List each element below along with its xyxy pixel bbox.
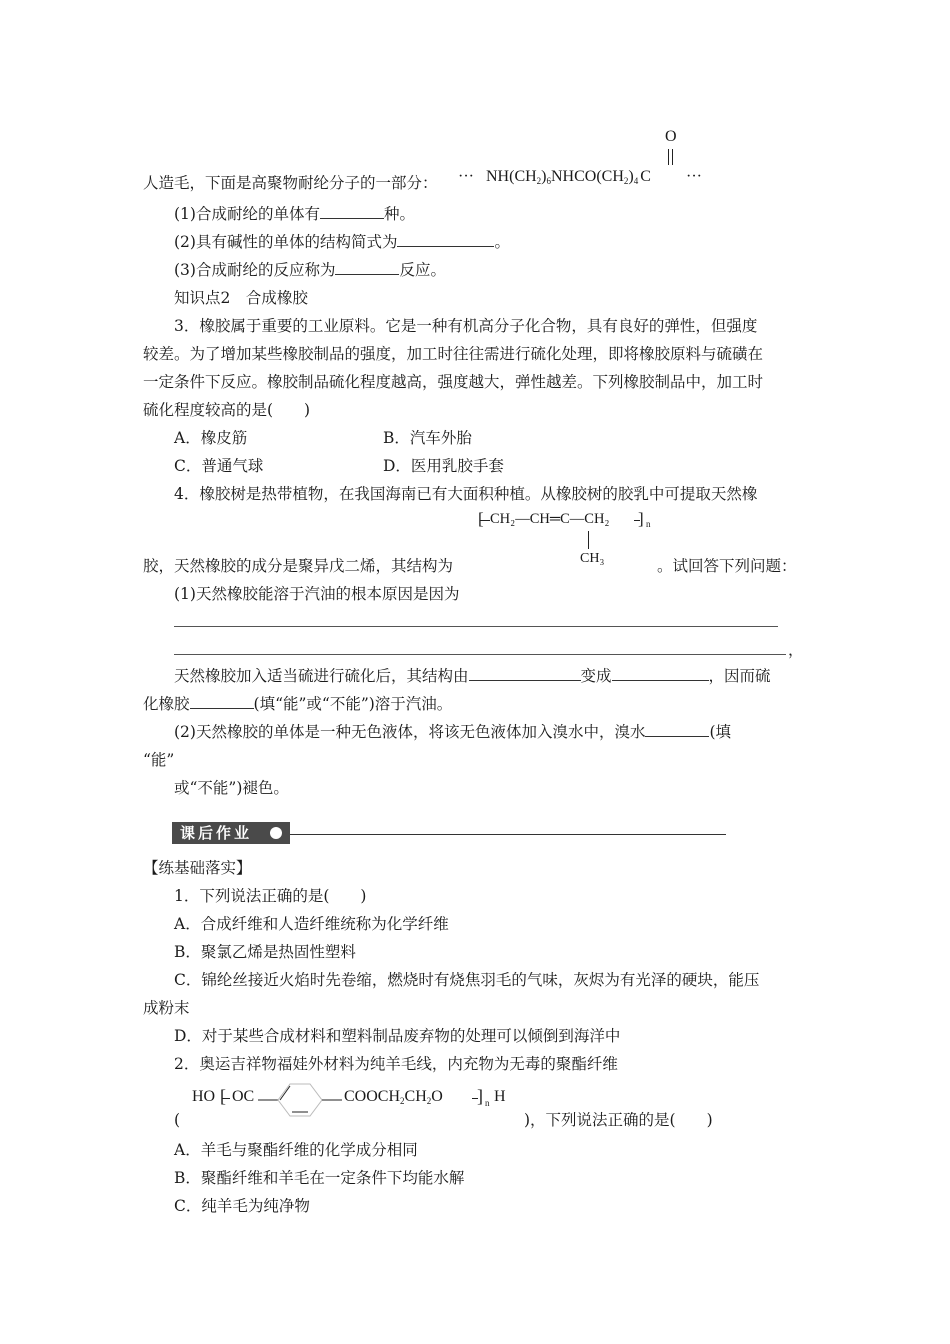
nylon-formula [458, 128, 718, 190]
hw-q2-option-a[interactable]: A．羊毛与聚酯纤维的化学成分相同 [174, 1141, 418, 1159]
q4-sub2d: 或“不能”)褪色。 [174, 779, 289, 797]
knowledge-point-2-title: 知识点2 合成橡胶 [174, 289, 308, 307]
nylon-q2: (2)具有碱性的单体的结构简式为 。 [174, 233, 510, 251]
q3-line3: 一定条件下反应。橡胶制品硫化程度越高，强度越大，弹性越差。下列橡胶制品中，加工时 [143, 373, 764, 391]
q3-line2: 较差。为了增加某些橡胶制品的强度，加工时往往需进行硫化处理，即将橡胶原料与硫磺在 [143, 345, 764, 363]
answer-blank[interactable] [335, 260, 399, 275]
main-chain: CH₂—CH═C—CH₂ [490, 511, 610, 527]
q4-line1: 4．橡胶树是热带植物，在我国海南已有大面积种植。从橡胶树的胶乳中可提取天然橡 [174, 485, 758, 503]
q4-sub2: (2)天然橡胶的单体是一种无色液体，将该无色液体加入溴水中，溴水 (填 [174, 723, 732, 741]
q3-option-a[interactable]: A．橡皮筋 [174, 429, 248, 447]
q4-line2b: 。试回答下列问题： [657, 557, 797, 575]
methyl-branch: CH₃ [580, 551, 605, 566]
bracket-bar-left [480, 520, 490, 521]
hw-q2-option-c[interactable]: C．纯羊毛为纯净物 [174, 1197, 310, 1215]
homework-banner-label: 课后作业 [172, 822, 290, 844]
answer-blank[interactable] [190, 694, 254, 709]
hw-q2-stem: 2．奥运吉祥物福娃外材料为纯羊毛线，内充物为无毒的聚酯纤维 [174, 1055, 618, 1073]
hw-q2-paren-open: ( [174, 1111, 181, 1129]
q3-option-b[interactable]: B．汽车外胎 [383, 429, 472, 447]
q4-sub2c: “能” [143, 751, 175, 769]
polyisoprene-structure [478, 511, 668, 571]
nylon-q1: (1)合成耐纶的单体有 种。 [174, 205, 415, 223]
q3-option-c[interactable]: C．普通气球 [174, 457, 264, 475]
polyester-formula: HO [ OC $COOCH_2CH_2O$ ] n H [188, 1078, 528, 1122]
ester-chain: $COOCH_2CH_2O$ [344, 1088, 443, 1106]
section-heading: 【练基础落实】 [143, 859, 252, 877]
repeat-n: n [485, 1098, 490, 1108]
answer-line[interactable] [174, 626, 778, 627]
repeat-n: n [646, 519, 651, 529]
bracket-open: [ [478, 509, 484, 528]
answer-blank[interactable] [397, 232, 494, 247]
hw-q2-option-b[interactable]: B．聚酯纤维和羊毛在一定条件下均能水解 [174, 1169, 465, 1187]
answer-blank[interactable] [320, 204, 384, 219]
nylon-intro: 人造毛，下面是高聚物耐纶分子的一部分： [143, 174, 438, 192]
q4-sub1: (1)天然橡胶能溶于汽油的根本原因是因为 [174, 585, 460, 603]
bracket-close: ] [477, 1086, 483, 1106]
q4-comma: ， [788, 641, 804, 659]
q3-option-d[interactable]: D．医用乳胶手套 [383, 457, 504, 475]
answer-blank[interactable] [469, 666, 581, 681]
bracket-bar-left [222, 1098, 230, 1099]
banner-dot-icon [270, 827, 282, 839]
formula-dots-left: ··· [458, 168, 474, 185]
answer-line[interactable] [174, 654, 786, 655]
benzene-ring [258, 1078, 342, 1122]
formula-chain: $NH(CH_2)_6NHCO(CH_2)_4$ C [486, 168, 651, 186]
q4-sub1b: 天然橡胶加入适当硫进行硫化后，其结构由 变成 ，因而硫 [174, 667, 771, 685]
branch-bond [588, 531, 589, 549]
banner-rule [290, 834, 726, 835]
hw-q1-option-d[interactable]: D．对于某些合成材料和塑料制品废弃物的处理可以倾倒到海洋中 [174, 1027, 621, 1045]
carbonyl-oxygen: O [665, 128, 677, 145]
formula-dots-right: ··· [686, 168, 702, 185]
hw-q1-option-b[interactable]: B．聚氯乙烯是热固性塑料 [174, 943, 356, 961]
nylon-q3: (3)合成耐纶的反应称为 反应。 [174, 261, 446, 279]
hw-q1-option-c-cont: 成粉末 [143, 999, 190, 1017]
bracket-open: [ [220, 1086, 226, 1106]
hw-q1-stem: 1．下列说法正确的是( ) [174, 887, 367, 905]
hw-q2-paren-close: )，下列说法正确的是( ) [524, 1111, 713, 1129]
bracket-close: ] [638, 509, 644, 528]
q4-sub1c: 化橡胶 (填“能”或“不能”)溶于汽油。 [143, 695, 453, 713]
hw-q1-option-c[interactable]: C．锦纶丝接近火焰时先卷缩，燃烧时有烧焦羽毛的气味，灰烬为有光泽的硬块，能压 [174, 971, 760, 989]
hw-q1-option-a[interactable]: A．合成纤维和人造纤维统称为化学纤维 [174, 915, 449, 933]
q3-line1: 3．橡胶属于重要的工业原料。它是一种有机高分子化合物，具有良好的弹性，但强度 [174, 317, 758, 335]
answer-blank[interactable] [645, 722, 709, 737]
double-bond [668, 149, 673, 165]
q4-line2a: 胶，天然橡胶的成分是聚异戊二烯，其结构为 [143, 557, 454, 575]
answer-blank[interactable] [612, 666, 709, 681]
q3-line4: 硫化程度较高的是( ) [143, 401, 311, 419]
